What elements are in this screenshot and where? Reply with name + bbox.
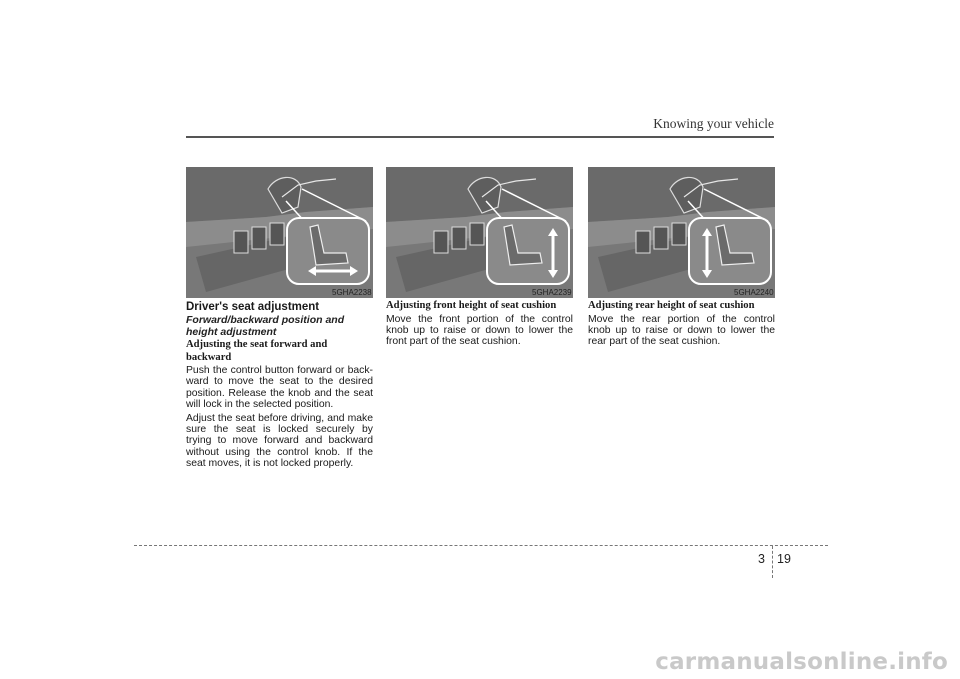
figure-code: 5GHA2238 xyxy=(332,288,372,297)
figure-code: 5GHA2239 xyxy=(532,288,572,297)
figure-code: 5GHA2240 xyxy=(734,288,774,297)
column-rear-height xyxy=(588,300,775,348)
column-front-height xyxy=(386,300,573,348)
column-forward-backward xyxy=(186,300,373,470)
chapter-number: 3 xyxy=(758,552,765,566)
footer-divider xyxy=(772,546,773,578)
section-heading: Driver's seat adjustment xyxy=(186,301,320,313)
subsection-heading: Adjusting rear height of seat cushion xyxy=(588,300,755,311)
paragraph: Push the control button forward or back-ward to move the seat to the desired position. Release the knob and the seat will lock in the selected position. xyxy=(186,365,373,411)
header-rule xyxy=(186,136,774,138)
paragraph: Move the rear portion of the control knob up to raise or down to lower the rear part of the seat cushion. xyxy=(588,313,775,348)
subsection-heading: Adjusting the seat forward and backward xyxy=(186,339,328,363)
paragraph: Move the front portion of the control knob up to raise or down to lower the front part of the seat cushion. xyxy=(386,313,573,348)
subsection-heading: Adjusting front height of seat cushion xyxy=(386,300,557,311)
running-header: Knowing your vehicle xyxy=(653,116,774,131)
page-number: 19 xyxy=(777,552,791,566)
figure-seat-forward-backward xyxy=(186,167,373,298)
footer-rule xyxy=(134,545,828,546)
figure-seat-rear-height xyxy=(588,167,775,298)
watermark: carmanualsonline.info xyxy=(655,649,948,675)
paragraph: Adjust the seat before driving, and make sure the seat is locked securely by trying to move forward and backward without using the control knob. If the seat moves, it is not locked properly. xyxy=(186,412,373,470)
section-subheading: Forward/backward position and height adjustment xyxy=(186,314,345,338)
figure-seat-front-height xyxy=(386,167,573,298)
